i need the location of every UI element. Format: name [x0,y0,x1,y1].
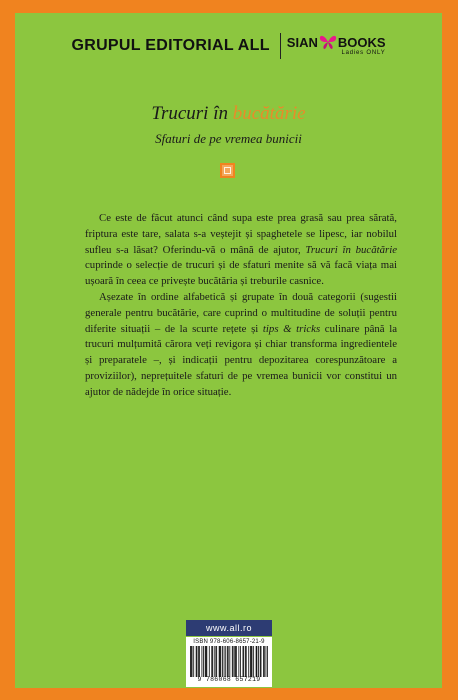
blurb-paragraph-1: Ce este de făcut atunci când supa este prea grasă sau prea sărată, friptura este tare, salata s-a veștejit și spaghetele se lipesc, iar nobilul sufleu s-a lăsat? Oferindu-vă o mână de ajutor, Trucuri în bucătărie cuprinde o selecție de trucuri și de sfaturi menite să vă facă viața mai ușoară în ceea ce privește bucătăria și treburile casnice. [85,212,397,288]
barcode-icon [190,646,268,677]
book-title [15,103,442,125]
title-part-2: bucătărie [232,103,306,124]
barcode-box [186,637,272,687]
isbn-label: ISBN 978-606-8657-21-9 [193,639,265,645]
website-bar: www.all.ro [186,620,272,636]
blurb-paragraph-2: Așezate în ordine alfabetică și grupate în două categorii (sugestii generale pentru bucătărie, care cuprind o multitudine de soluții pentru diferite situații – de la scurte rețete și tips & tricks culinare până la trucuri mulțumită cărora veți revigora și chiar transforma ingredientele și preparatele –, și indicații pentru depozitarea corespunzătoare a proviziilor), neprețuitele sfaturi de pe vremea bunicii vor constitui un ajutor de nădejde în orice situație. [85,290,397,398]
brand-right: BOOKS [337,34,386,50]
book-back-cover [15,13,442,688]
publisher-name: GRUPUL EDITORIAL ALL [71,37,270,54]
butterfly-icon [319,34,337,50]
title-part-1: Trucuri în [151,103,233,124]
sian-books-logo [287,34,386,56]
barcode-digits: 9 786068 657219 [197,676,261,683]
header-divider [280,33,281,59]
blurb-text [85,211,397,401]
brand-tagline: Ladies ONLY [341,50,386,56]
square-ornament-icon [220,163,235,178]
brand-left: SIAN [286,34,318,50]
publisher-header [15,13,442,73]
book-subtitle: Sfaturi de pe vremea bunicii [155,131,302,146]
